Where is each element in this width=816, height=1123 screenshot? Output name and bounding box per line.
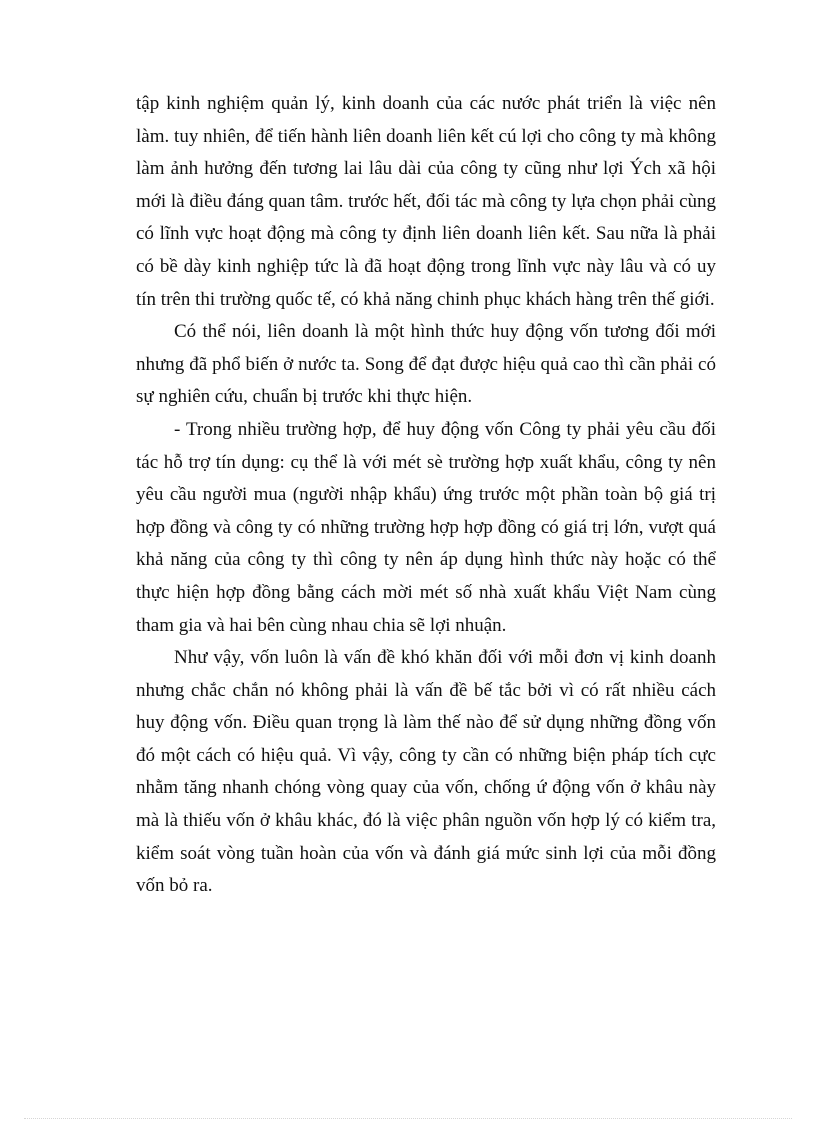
- paragraph-credit-support: - Trong nhiều trường hợp, để huy động vốn Công ty phải yêu cầu đối tác hỗ trợ tín dụng: cụ thể là với mét sè trường hợp xuất khẩu, công ty nên yêu cầu người mua (người nhập khẩu) ứng trước một phần toàn bộ giá trị hợp đồng và công ty có những trường hợp hợp đồng có giá trị lớn, vượt quá khả năng của công ty thì công ty nên áp dụng hình thức này hoặc có thể thực hiện hợp đồng bằng cách mời mét số nhà xuất khẩu Việt Nam cùng tham gia và hai bên cùng nhau chia sẽ lợi nhuận.: [136, 418, 716, 636]
- paragraph-joint-venture: Có thể nói, liên doanh là một hình thức huy động vốn tương đối mới nhưng đã phổ biến ở nước ta. Song để đạt được hiệu quả cao thì cần phải có sự nghiên cứu, chuẩn bị trước khi thực hiện.: [136, 321, 716, 408]
- document-body: [136, 88, 716, 903]
- page-bottom-divider: [24, 1118, 792, 1119]
- paragraph-continuation: tập kinh nghiệm quản lý, kinh doanh của các nước phát triển là việc nên làm. tuy nhiên, để tiến hành liên doanh liên kết cú lợi cho công ty mà không làm ảnh hưởng đến tương lai lâu dài của công ty cũng như lợi Ých xã hội mới là điều đáng quan tâm. trước hết, đối tác mà công ty lựa chọn phải cùng có lĩnh vực hoạt động mà công ty định liên doanh liên kết. Sau nữa là phải có bề dày kinh nghiệp tức là đã hoạt động trong lĩnh vực này lâu và có uy tín trên thi trường quốc tế, có khả năng chinh phục khách hàng trên thế giới.: [136, 93, 716, 310]
- paragraph-conclusion: Như vậy, vốn luôn là vấn đề khó khăn đối với mỗi đơn vị kinh doanh nhưng chắc chắn nó không phải là vấn đề bế tắc bởi vì có rất nhiều cách huy động vốn. Điều quan trọng là làm thế nào để sử dụng những đồng vốn đó một cách có hiệu quả. Vì vậy, công ty cần có những biện pháp tích cực nhằm tăng nhanh chóng vòng quay của vốn, chống ứ động vốn ở khâu này mà là thiếu vốn ở khâu khác, đó là việc phân nguồn vốn hợp lý có kiểm tra, kiểm soát vòng tuần hoàn của vốn và đánh giá mức sinh lợi của mỗi đồng vốn bỏ ra.: [136, 647, 716, 897]
